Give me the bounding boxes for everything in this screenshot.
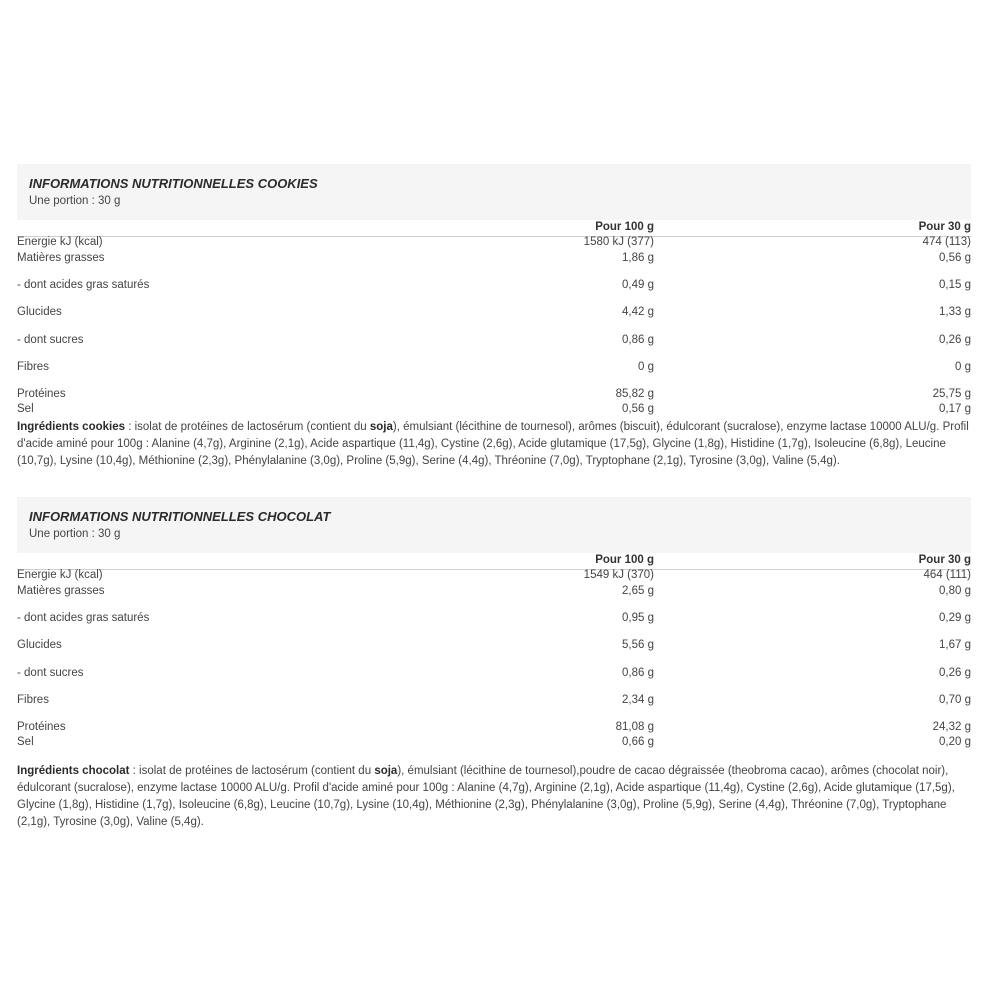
ingredients-text [17,419,971,470]
column-header-per-30g: Pour 30 g [918,221,971,233]
ingredients-part: : isolat de protéines de lactosérum (contient du [129,765,375,777]
ingredients-text [17,763,971,831]
value-per-30g: 1,33 g [939,306,971,318]
row-label: Sel [17,736,34,748]
value-per-100g: 85,82 g [615,388,654,400]
column-header-per-100g: Pour 100 g [595,554,654,566]
value-per-30g: 1,67 g [939,639,971,651]
allergen-text: soja [374,765,398,777]
value-per-100g: 1,86 g [622,252,654,264]
value-per-100g: 0,86 g [622,667,654,679]
table-row [17,694,971,710]
column-header-per-100g: Pour 100 g [595,221,654,233]
ingredients-part: ), émulsiant (lécithine de tournesol),poudre de cacao dégraissée (theobroma cacao), arômes (chocolat noir), édulcorant (sucralose), enzyme lactase 10000 ALU/g. Profil d'acide aminé pour 100g : Alanine (4,7g), Arginine (2,1g), Acide aspartique (11,4g), Cystine (2,6g), Acide glutamique (17,5g), Glycine (1,8g), Histidine (1,7g), Isoleucine (6,8g), Leucine (10,7g), Lysine (10,4g), Méthionine (2,3g), Phénylalanine (3,0g), Proline (5,9g), Serine (4,4g), Thréonine (7,0g), Tryptophane (2,1g), Tyrosine (3,0g), Valine (5,4g). [17,765,955,828]
nutrition-section-cookies [17,164,971,494]
table-row [17,334,971,350]
value-per-100g: 2,34 g [622,694,654,706]
portion-size: Une portion : 30 g [29,528,121,540]
table-row [17,252,971,268]
table-row [17,403,971,419]
value-per-100g: 0,66 g [622,736,654,748]
row-label: - dont acides gras saturés [17,279,150,291]
row-label: Fibres [17,694,49,706]
value-per-100g: 81,08 g [615,721,654,733]
ingredients-part: ), émulsiant (lécithine de tournesol), arômes (biscuit), édulcorant (sucralose), enzyme lactase 10000 ALU/g. Profil d'acide aminé pour 100g : Alanine (4,7g), Arginine (2,1g), Acide aspartique (11,4g), Cystine (2,6g), Acide glutamique (17,5g), Glycine (1,8g), Histidine (1,7g), Isoleucine (6,8g), Leucine (10,7g), Lysine (10,4g), Méthionine (2,3g), Phénylalanine (3,0g), Proline (5,9g), Serine (4,4g), Thréonine (7,0g), Tryptophane (2,1g), Tyrosine (3,0g), Valine (5,4g). [17,421,969,467]
table-row [17,569,971,585]
row-label: Matières grasses [17,252,105,264]
row-label: Glucides [17,639,62,651]
value-per-100g: 0,56 g [622,403,654,415]
row-label: - dont acides gras saturés [17,612,150,624]
table-row [17,639,971,655]
row-label: - dont sucres [17,334,84,346]
ingredients-part: : isolat de protéines de lactosérum (contient du [125,421,370,433]
value-per-30g: 24,32 g [932,721,971,733]
value-per-30g: 474 (113) [922,236,971,248]
row-label: Sel [17,403,34,415]
table-row [17,585,971,601]
ingredients-label: Ingrédients chocolat [17,765,130,777]
value-per-100g: 0,49 g [622,279,654,291]
value-per-30g: 25,75 g [932,388,971,400]
section-title: INFORMATIONS NUTRITIONNELLES COOKIES [29,176,318,191]
value-per-100g: 1549 kJ (370) [583,569,654,581]
value-per-100g: 0,86 g [622,334,654,346]
portion-size: Une portion : 30 g [29,195,121,207]
value-per-100g: 2,65 g [622,585,654,597]
value-per-30g: 0,56 g [939,252,971,264]
value-per-100g: 0,95 g [622,612,654,624]
table-header [17,220,971,237]
table-row [17,721,971,737]
row-label: - dont sucres [17,667,84,679]
value-per-30g: 0,80 g [939,585,971,597]
table-row [17,388,971,404]
row-label: Protéines [17,388,66,400]
table-row [17,361,971,377]
value-per-100g: 5,56 g [622,639,654,651]
table-row [17,612,971,628]
table-row [17,667,971,683]
section-title: INFORMATIONS NUTRITIONNELLES CHOCOLAT [29,509,331,524]
value-per-30g: 464 (111) [923,569,971,581]
value-per-30g: 0,26 g [939,334,971,346]
row-label: Fibres [17,361,49,373]
allergen-text: soja [369,421,393,433]
column-header-per-30g: Pour 30 g [918,554,971,566]
table-row [17,279,971,295]
value-per-100g: 0 g [638,361,654,373]
value-per-30g: 0,15 g [939,279,971,291]
value-per-30g: 0,29 g [939,612,971,624]
row-label: Energie kJ (kcal) [17,569,103,581]
table-row [17,236,971,252]
value-per-30g: 0,20 g [939,736,971,748]
row-label: Protéines [17,721,66,733]
value-per-30g: 0,17 g [939,403,971,415]
section-header [17,497,971,553]
row-label: Matières grasses [17,585,105,597]
value-per-100g: 1580 kJ (377) [583,236,654,248]
row-label: Glucides [17,306,62,318]
nutrition-section-chocolat [17,497,971,837]
row-label: Energie kJ (kcal) [17,236,103,248]
section-header [17,164,971,220]
value-per-30g: 0 g [955,361,971,373]
value-per-100g: 4,42 g [622,306,654,318]
table-row [17,736,971,752]
ingredients-label: Ingrédients cookies [17,421,126,433]
value-per-30g: 0,26 g [939,667,971,679]
table-row [17,306,971,322]
value-per-30g: 0,70 g [939,694,971,706]
table-header [17,553,971,570]
